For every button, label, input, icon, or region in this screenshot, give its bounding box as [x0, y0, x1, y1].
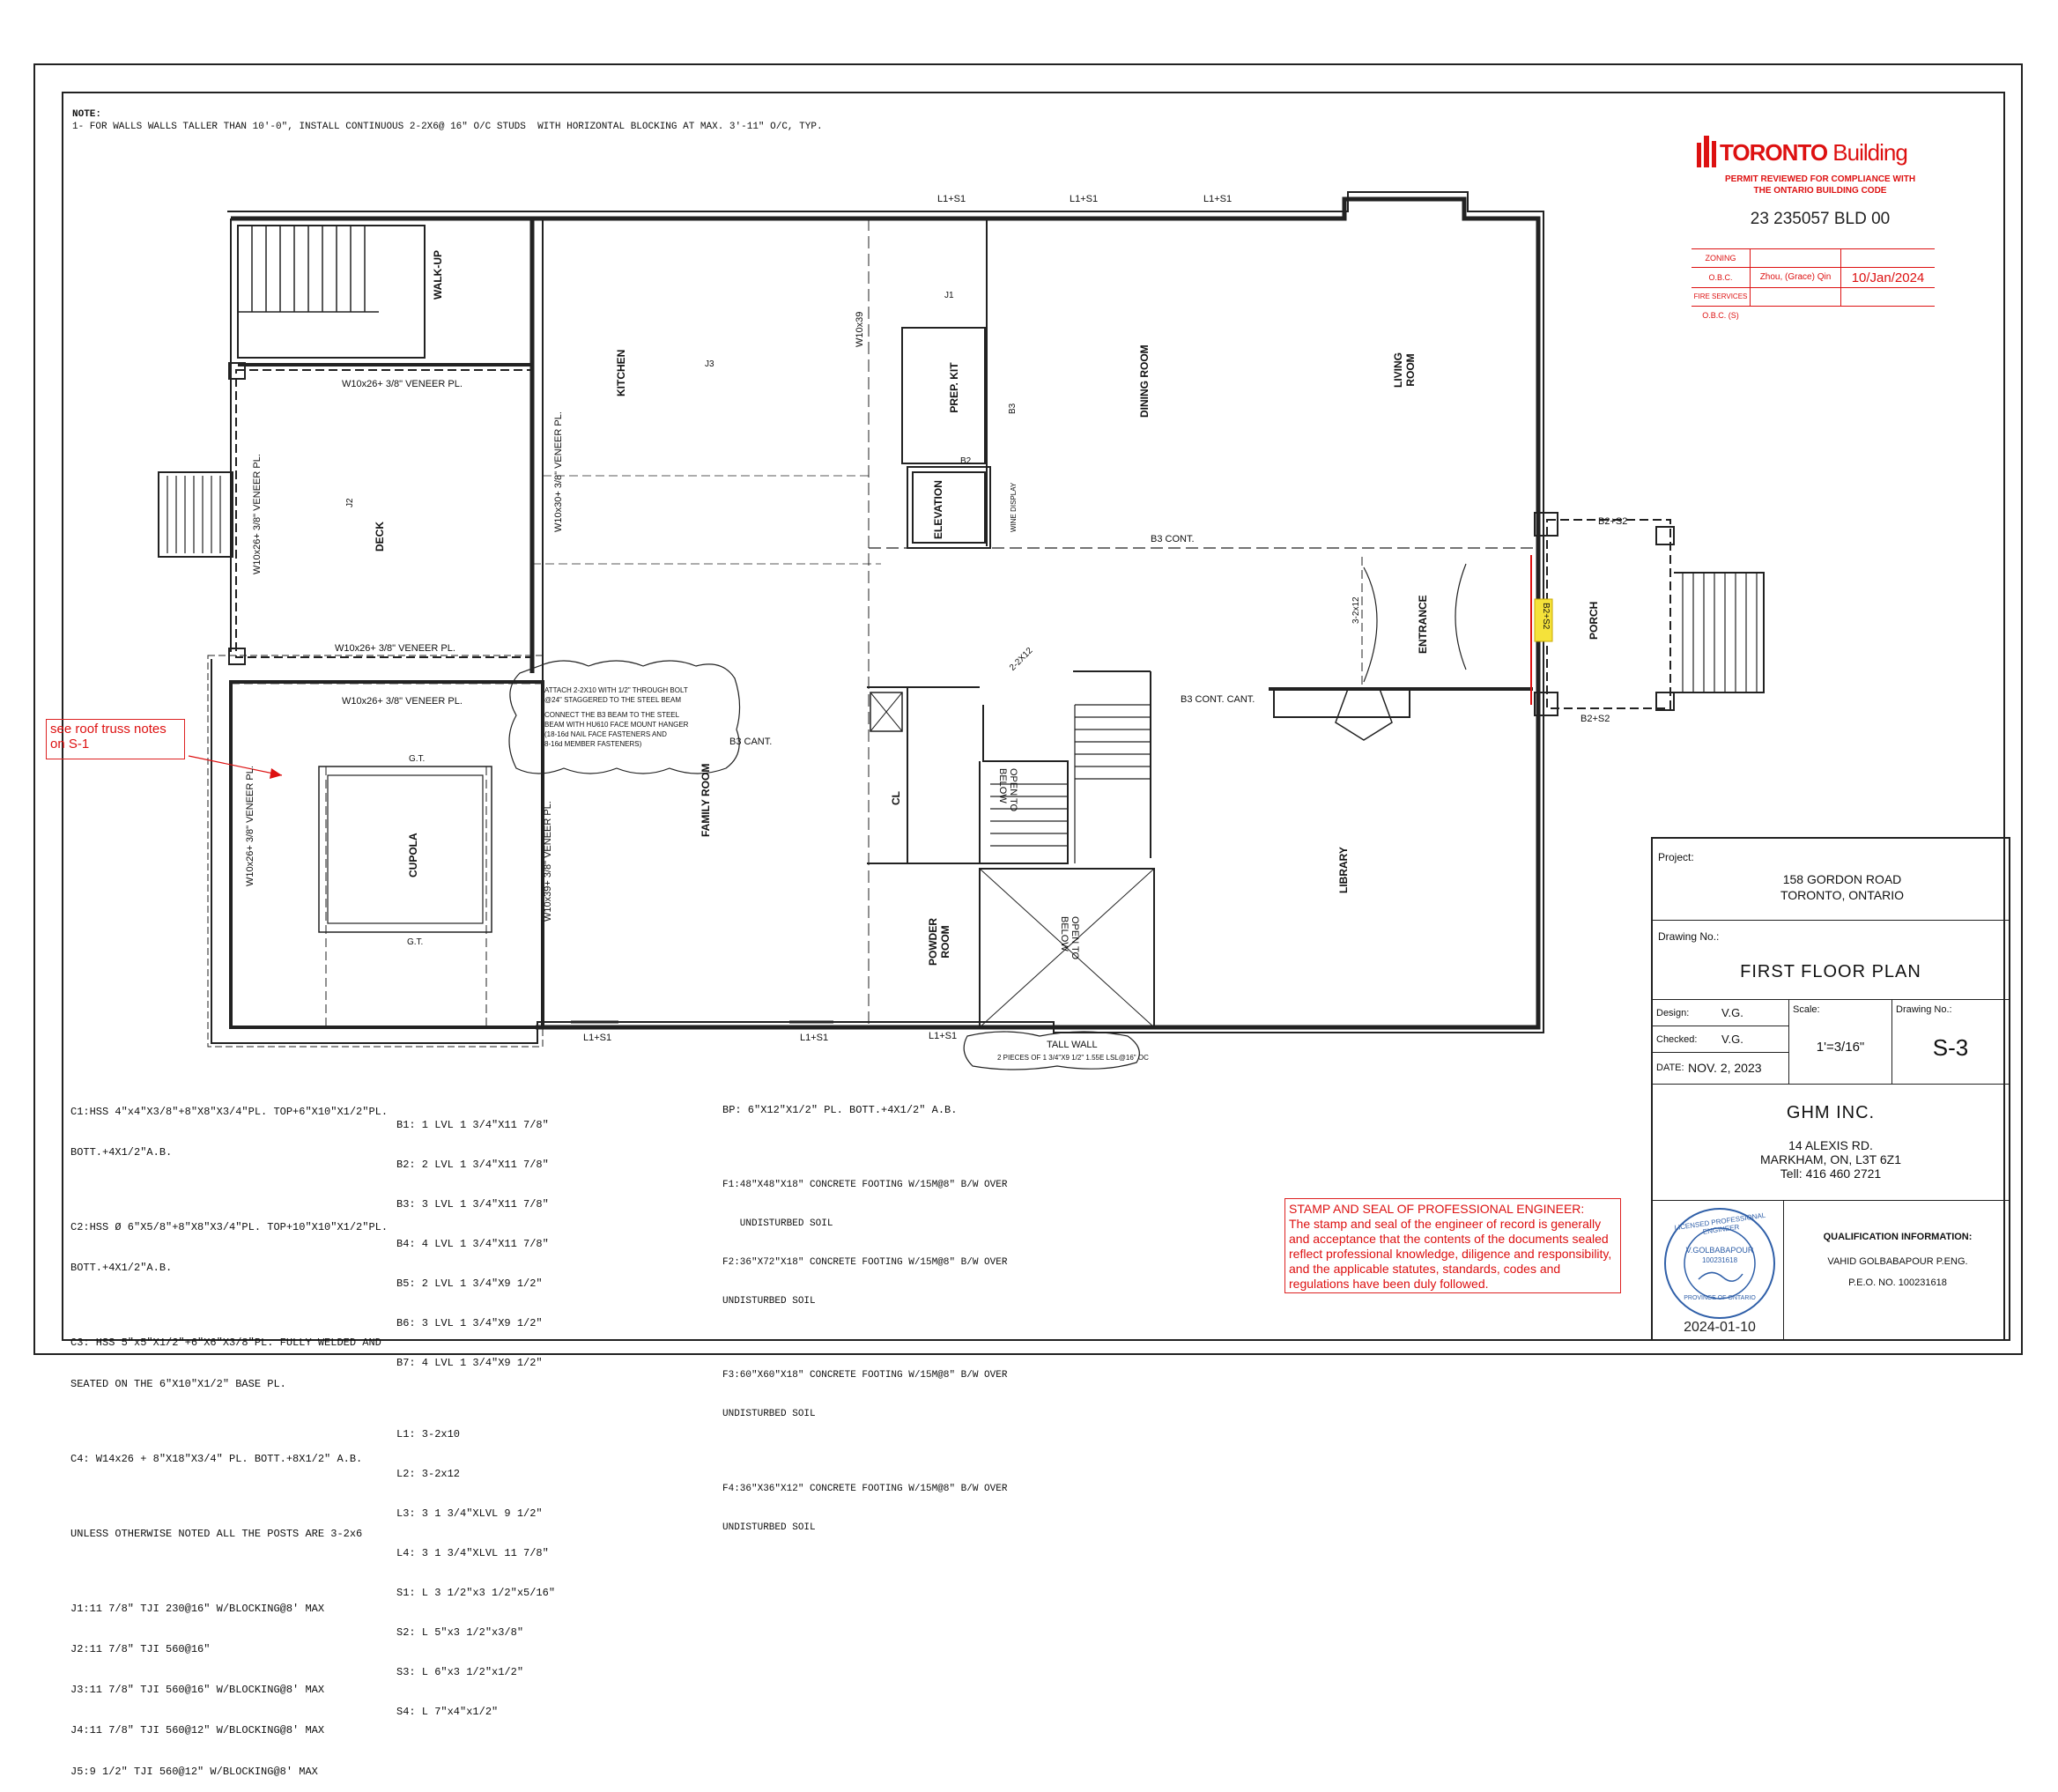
drawing-label: Drawing No.: — [1658, 930, 1720, 943]
schedule-line — [70, 1303, 388, 1310]
toronto-logo-icon — [1695, 134, 1718, 167]
schedule-line: B1: 1 LVL 1 3/4"X11 7/8" — [396, 1119, 549, 1131]
project-section — [1653, 839, 2009, 921]
label-l1s1-top-1: L1+S1 — [937, 194, 966, 204]
permit-row-label: O.B.C. — [1692, 268, 1751, 287]
exterior-wall — [211, 192, 1544, 1043]
attach-line-6: (18-16d NAIL FACE FASTENERS AND — [544, 730, 667, 738]
date-row — [1653, 1052, 1789, 1084]
schedule-line: C1:HSS 4"x4"X3/8"+8"X8"X3/4"PL. TOP+6"X10"X1/2"PL. — [70, 1105, 389, 1118]
permit-row — [1692, 249, 1935, 268]
schedule-line: F3:60"X60"X18" CONCRETE FOOTING W/15M@8" B/W OVER — [722, 1370, 1008, 1381]
note-line: 1- FOR WALLS WALLS TALLER THAN 10'-0", INSTALL CONTINUOUS 2-2X6@ 16" O/C STUDS WITH HORIZONTAL BLOCKING AT MAX. 3'-11" O/C, TYP. — [72, 122, 823, 132]
toronto-brand — [1720, 139, 1907, 167]
permit-row-label: FIRE SERVICES — [1692, 288, 1751, 306]
open-to-below-lower: OPEN TO BELOW — [1059, 916, 1080, 960]
room-entrance: ENTRANCE — [1417, 595, 1429, 654]
label-tall-wall-detail: 2 PIECES OF 1 3/4"X9 1/2" 1.55E LSL@16" OC — [997, 1054, 1149, 1062]
label-b2s2-bottom: B2+S2 — [1581, 714, 1610, 724]
scale-cell — [1789, 999, 1892, 1084]
label-l1s1-bottom-2: L1+S1 — [800, 1033, 829, 1043]
company-phone: Tell: 416 460 2721 — [1780, 1166, 1882, 1181]
seal-name: V.GOLBABAPOUR — [1685, 1246, 1754, 1255]
company-address-1: 14 ALEXIS RD. — [1788, 1138, 1873, 1152]
label-tall-wall: TALL WALL — [1047, 1040, 1098, 1050]
label-beam-w10x39: W10x39 — [855, 311, 865, 347]
schedule-line: BP: 6"X12"X1/2" PL. BOTT.+4X1/2" A.B. — [722, 1104, 958, 1117]
schedule-line: S1: L 3 1/2"x3 1/2"x5/16" — [396, 1587, 556, 1599]
schedule-line: J3:11 7/8" TJI 560@16" W/BLOCKING@8' MAX — [70, 1684, 325, 1697]
schedule-line: BOTT.+4X1/2"A.B. — [70, 1262, 173, 1275]
room-library: LIBRARY — [1337, 847, 1350, 893]
room-dining: DINING ROOM — [1138, 344, 1151, 418]
schedule-line — [70, 1187, 388, 1194]
drawing-number-cell — [1892, 999, 2009, 1084]
schedule-line — [70, 1418, 388, 1425]
schedule-line: C2:HSS Ø 6"X5/8"+8"X8"X3/4"PL. TOP+10"X10"X1/2"PL. — [70, 1221, 389, 1234]
label-l1s1-top-2: L1+S1 — [1070, 194, 1099, 204]
schedule-line: S3: L 6"x3 1/2"x1/2" — [396, 1666, 524, 1678]
label-two2x12: 2-2X12 — [1008, 646, 1035, 673]
label-beam-cupola-left: W10x26+ 3/8" VENEER PL. — [245, 766, 255, 886]
schedule-line: J2:11 7/8" TJI 560@16" — [70, 1642, 211, 1655]
room-walk-up: WALK-UP — [432, 250, 444, 300]
schedule-line: F4:36"X36"X12" CONCRETE FOOTING W/15M@8" B/W OVER — [722, 1484, 1008, 1495]
room-cupola: CUPOLA — [407, 833, 419, 877]
permit-line-2: THE ONTARIO BUILDING CODE — [1753, 186, 1887, 196]
room-deck: DECK — [374, 521, 386, 552]
drawing-no-value: S-3 — [1932, 1034, 1969, 1061]
schedule-line: L1: 3-2x10 — [396, 1428, 461, 1440]
date-label: DATE: — [1656, 1063, 1684, 1073]
schedule-line — [722, 1333, 1007, 1344]
toronto-building-stamp — [1688, 132, 1938, 337]
schedule-line: F1:48"X48"X18" CONCRETE FOOTING W/15M@8" B/W OVER — [722, 1180, 1008, 1191]
schedule-line: UNDISTURBED SOIL — [722, 1522, 816, 1533]
room-elevation: ELEVATION — [932, 480, 944, 539]
schedule-line: B4: 4 LVL 1 3/4"X11 7/8" — [396, 1238, 549, 1250]
checked-value: V.G. — [1721, 1033, 1743, 1046]
schedule-line: L3: 3 1 3/4"XLVL 9 1/2" — [396, 1507, 543, 1520]
permit-table — [1692, 248, 1935, 324]
schedule-line: C4: W14x26 + 8"X18"X3/4" PL. BOTT.+8X1/2" A.B. — [70, 1452, 363, 1465]
label-b3-prep: B3 — [1008, 403, 1018, 414]
company-name: GHM INC. — [1786, 1103, 1876, 1122]
label-b2s2-highlight: B2+S2 — [1541, 603, 1551, 630]
roof-truss-note — [46, 719, 185, 759]
project-line-2: TORONTO, ONTARIO — [1780, 888, 1904, 902]
schedule-line: UNDISTURBED SOIL — [722, 1409, 816, 1420]
permit-line-1: PERMIT REVIEWED FOR COMPLIANCE WITH — [1724, 174, 1916, 184]
project-line-1: 158 GORDON ROAD — [1782, 872, 1902, 886]
permit-row — [1692, 307, 1935, 324]
permit-row — [1692, 268, 1935, 288]
seal-number: 100231618 — [1701, 1256, 1738, 1264]
title-block — [1651, 837, 2010, 1341]
stamp-seal-note — [1284, 1198, 1621, 1293]
label-j3-kitchen: J3 — [705, 359, 714, 369]
project-label: Project: — [1658, 851, 1694, 863]
schedule-line: J1:11 7/8" TJI 230@16" W/BLOCKING@8' MAX — [70, 1602, 325, 1615]
schedule-line: UNLESS OTHERWISE NOTED ALL THE POSTS ARE 3-2x6 — [70, 1527, 363, 1540]
label-gt-top: G.T. — [409, 754, 426, 764]
label-b3-cont-cant: B3 CONT. CANT. — [1181, 694, 1255, 705]
label-b3-cont: B3 CONT. — [1151, 534, 1195, 544]
schedule-line — [70, 1493, 388, 1500]
room-prep-kit: PREP. KIT — [948, 362, 960, 413]
seal-section — [1653, 1200, 2009, 1339]
toronto-brand-word: TORONTO — [1720, 139, 1828, 166]
schedule-line: S4: L 7"x4"x1/2" — [396, 1706, 499, 1718]
drawing-title-section — [1653, 920, 2009, 1000]
schedule-line — [722, 1447, 1007, 1457]
qualification-name: VAHID GOLBABAPOUR P.ENG. — [1827, 1256, 1968, 1267]
label-beam-deck-top: W10x26+ 3/8" VENEER PL. — [342, 379, 463, 389]
toronto-brand-word-2: Building — [1832, 139, 1907, 166]
permit-row-name — [1751, 288, 1841, 306]
label-b3-cant: B3 CANT. — [729, 737, 773, 747]
schedule-line: UNDISTURBED SOIL — [722, 1218, 833, 1229]
seal-date: 2024-01-10 — [1684, 1320, 1756, 1335]
label-three2x12: 3-2x12 — [1351, 596, 1361, 624]
label-beam-cupola-top: W10x26+ 3/8" VENEER PL. — [342, 696, 463, 707]
schedule-line: L2: 3-2x12 — [396, 1468, 461, 1480]
date-value: NOV. 2, 2023 — [1688, 1061, 1762, 1075]
label-b2: B2 — [960, 456, 972, 466]
note-title: NOTE: — [72, 109, 102, 120]
label-l1s1-top-3: L1+S1 — [1203, 194, 1233, 204]
permit-number: 23 235057 BLD 00 — [1750, 210, 1891, 228]
stamp-seal-body: The stamp and seal of the engineer of record is generally and acceptance that the contents of the documents sealed reflect professional knowledge, diligence and responsibility, and the applicable statutes, standards, codes and regulations have been duly followed. — [1289, 1217, 1612, 1291]
seal-bottom-text: PROVINCE OF ONTARIO — [1684, 1295, 1756, 1301]
schedule-line — [396, 1396, 555, 1402]
label-gt-bottom: G.T. — [407, 937, 424, 947]
qualification-peo: P.E.O. NO. 100231618 — [1848, 1277, 1947, 1288]
checked-row — [1653, 1026, 1789, 1053]
schedule-line: B2: 2 LVL 1 3/4"X11 7/8" — [396, 1159, 549, 1171]
schedule-line: B3: 3 LVL 1 3/4"X11 7/8" — [396, 1198, 549, 1211]
permit-row-name — [1751, 249, 1841, 267]
attach-line-7: 8-16d MEMBER FASTENERS) — [544, 740, 642, 748]
label-beam-cupola-right: W10x39+ 3/8" VENEER PL. — [543, 801, 553, 922]
drawing-title: FIRST FLOOR PLAN — [1740, 962, 1921, 981]
schedule-line — [722, 1143, 1007, 1153]
schedule-line: L4: 3 1 3/4"XLVL 11 7/8" — [396, 1547, 549, 1559]
highlight-marker — [1535, 599, 1552, 641]
schedule-footings — [722, 1078, 1007, 1547]
company-section — [1653, 1084, 2009, 1201]
seal-divider — [1783, 1200, 1784, 1339]
label-l1s1-bottom-3: L1+S1 — [929, 1031, 958, 1041]
schedule-line: B6: 3 LVL 1 3/4"X9 1/2" — [396, 1317, 543, 1329]
permit-row — [1692, 288, 1935, 307]
schedule-line — [70, 1568, 388, 1575]
roof-truss-note-text: see roof truss notes on S-1 — [50, 722, 167, 752]
design-row — [1653, 999, 1789, 1026]
room-powder: POWDER ROOM — [927, 918, 951, 966]
scale-label: Scale: — [1793, 1004, 1820, 1015]
room-closet: CL — [890, 791, 902, 805]
schedule-beams-lintels — [396, 1092, 555, 1732]
attach-line-5: BEAM WITH HU610 FACE MOUNT HANGER — [544, 721, 689, 729]
attach-line-2: @24" STAGGERED TO THE STEEL BEAM — [544, 696, 682, 704]
room-porch: PORCH — [1588, 601, 1600, 640]
permit-row-date: 10/Jan/2024 — [1851, 270, 1925, 285]
schedule-line: J5:9 1/2" TJI 560@12" W/BLOCKING@8' MAX — [70, 1765, 318, 1778]
schedule-line: B5: 2 LVL 1 3/4"X9 1/2" — [396, 1277, 543, 1290]
room-family: FAMILY ROOM — [700, 763, 712, 837]
checked-label: Checked: — [1656, 1034, 1698, 1045]
label-j1: J1 — [944, 291, 954, 300]
schedule-line: C3: HSS 5"x5"X1/2"+6"X6"X3/8"PL. FULLY WELDED AND — [70, 1337, 381, 1350]
permit-row-label: O.B.C. (S) — [1702, 311, 1739, 320]
drawing-info-section — [1653, 999, 2009, 1085]
company-address-2: MARKHAM, ON, L3T 6Z1 — [1759, 1152, 1901, 1166]
schedule-line: UNDISTURBED SOIL — [722, 1295, 816, 1307]
label-b2s2-top: B2+S2 — [1598, 516, 1628, 527]
schedule-line: J4:11 7/8" TJI 560@12" W/BLOCKING@8' MAX — [70, 1724, 325, 1737]
scale-value: 1'=3/16" — [1816, 1040, 1865, 1055]
schedule-line: F2:36"X72"X18" CONCRETE FOOTING W/15M@8" B/W OVER — [722, 1256, 1008, 1268]
permit-row-label: ZONING — [1692, 249, 1751, 267]
drawing-no-label: Drawing No.: — [1896, 1004, 1952, 1015]
label-l1s1-bottom-1: L1+S1 — [583, 1033, 612, 1043]
label-beam-deck-bottom: W10x26+ 3/8" VENEER PL. — [335, 643, 455, 654]
stamp-seal-title: STAMP AND SEAL OF PROFESSIONAL ENGINEER: — [1289, 1202, 1585, 1216]
label-beam-deck-left: W10x26+ 3/8" VENEER PL. — [252, 454, 263, 574]
schedule-line: B7: 4 LVL 1 3/4"X9 1/2" — [396, 1357, 543, 1369]
schedule-line: SEATED ON THE 6"X10"X1/2" BASE PL. — [70, 1377, 286, 1390]
room-living: LIVING ROOM — [1392, 352, 1417, 389]
label-j2: J2 — [345, 498, 355, 507]
seal-top-text: LICENSED PROFESSIONAL ENGINEER — [1674, 1211, 1766, 1236]
permit-row-name: Zhou, (Grace) Qin — [1751, 268, 1841, 287]
attach-line-4: CONNECT THE B3 BEAM TO THE STEEL — [544, 711, 680, 719]
design-value: V.G. — [1721, 1006, 1743, 1019]
schedule-line: S2: L 5"x3 1/2"x3/8" — [396, 1626, 524, 1639]
label-beam-kitchen-left: W10x30+ 3/8" VENEER PL. — [553, 411, 564, 532]
design-label: Design: — [1656, 1008, 1690, 1018]
open-to-below-stair: OPEN TO BELOW — [997, 768, 1018, 812]
wine-display: WINE DISPLAY — [1010, 482, 1018, 532]
schedule-columns-joists — [70, 1078, 388, 1792]
schedule-line: BOTT.+4X1/2"A.B. — [70, 1146, 173, 1159]
qualification-title: QUALIFICATION INFORMATION: — [1823, 1232, 1973, 1242]
attach-line-1: ATTACH 2-2X10 WITH 1/2" THROUGH BOLT — [544, 686, 688, 694]
room-kitchen: KITCHEN — [615, 349, 627, 396]
